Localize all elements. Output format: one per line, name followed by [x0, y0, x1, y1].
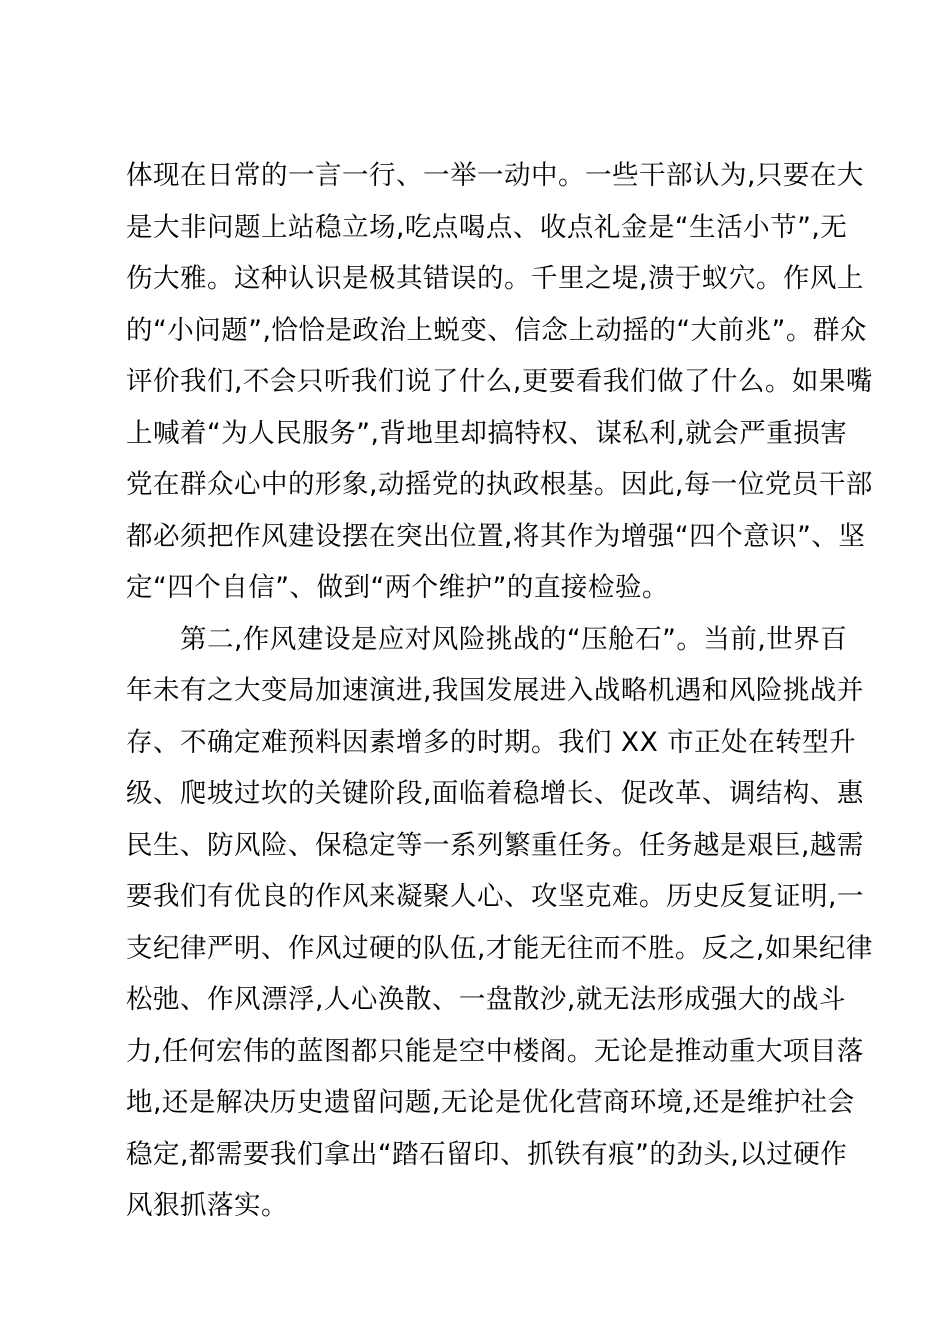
- text-line: 松弛、作风漂浮,人心涣散、一盘散沙,就无法形成强大的战斗: [126, 984, 846, 1015]
- text-line: 定“四个自信”、做到“两个维护”的直接检验。: [126, 572, 669, 603]
- text-line: 的“小问题”,恰恰是政治上蜕变、信念上动摇的“大前兆”。群众: [126, 314, 867, 346]
- text-line: 地,还是解决历史遗留问题,无论是优化营商环境,还是维护社会: [126, 1087, 855, 1118]
- text-line: 力,任何宏伟的蓝图都只能是空中楼阁。无论是推动重大项目落: [126, 1035, 864, 1067]
- text-line: 党在群众心中的形象,动摇党的执政根基。因此,每一位党员干部: [126, 469, 873, 500]
- text-line: 体现在日常的一言一行、一举一动中。一些干部认为,只要在大: [126, 160, 864, 191]
- text-line: 稳定,都需要我们拿出“踏石留印、抓铁有痕”的劲头,以过硬作: [126, 1138, 848, 1170]
- text-line: 要我们有优良的作风来凝聚人心、攻坚克难。历史反复证明,一: [126, 881, 864, 912]
- text-line: 年未有之大变局加速演进,我国发展进入战略机遇和风险挑战并: [126, 675, 864, 706]
- text-line: 级、爬坡过坎的关键阶段,面临着稳增长、促改革、调结构、惠: [126, 778, 864, 809]
- text-line: 评价我们,不会只听我们说了什么,更要看我们做了什么。如果嘴: [126, 366, 873, 397]
- text-line: 伤大雅。这种认识是极其错误的。千里之堤,溃于蚁穴。作风上: [126, 263, 864, 294]
- text-line: 民生、防风险、保稳定等一系列繁重任务。任务越是艰巨,越需: [126, 829, 864, 861]
- text-line: 都必须把作风建设摆在突出位置,将其作为增强“四个意识”、坚: [126, 520, 866, 552]
- text-line: 是大非问题上站稳立场,吃点喝点、收点礼金是“生活小节”,无: [126, 211, 848, 243]
- document-body: [126, 150, 873, 1232]
- text-line: 风狠抓落实。: [126, 1190, 288, 1221]
- text-line: 存、不确定难预料因素增多的时期。我们 XX 市正处在转型升: [126, 726, 857, 758]
- paragraph-start-line: 第二,作风建设是应对风险挑战的“压舱石”。当前,世界百: [180, 623, 848, 655]
- text-line: 上喊着“为人民服务”,背地里却搞特权、谋私利,就会严重损害: [126, 417, 848, 449]
- text-line: 支纪律严明、作风过硬的队伍,才能无往而不胜。反之,如果纪律: [126, 932, 873, 964]
